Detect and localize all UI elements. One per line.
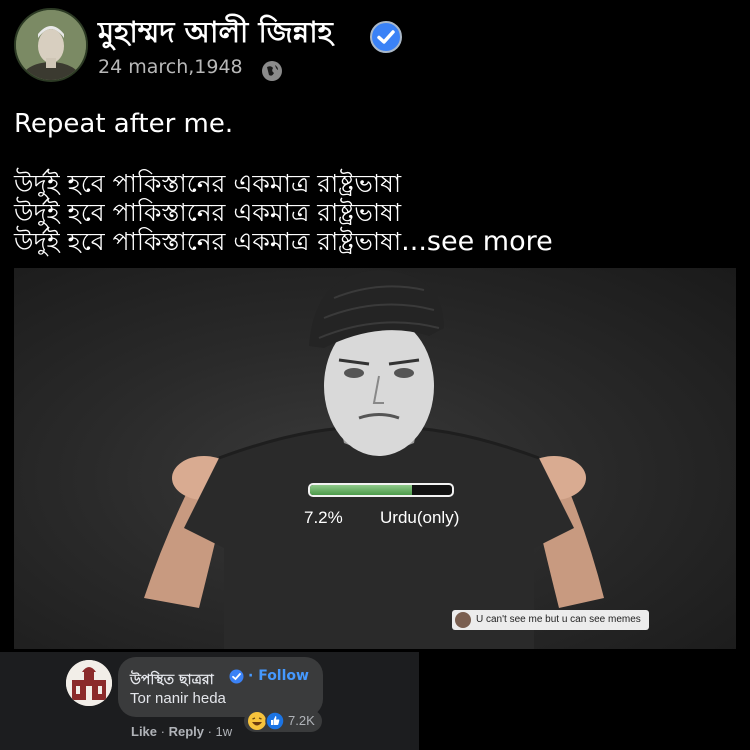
post-line-2: উর্দুই হবে পাকিস্তানের একমাত্র রাষ্ট্রভাষা bbox=[14, 198, 402, 227]
progress-percent: 7.2% bbox=[304, 508, 343, 527]
post-text bbox=[14, 110, 744, 256]
progress-bar bbox=[308, 483, 454, 497]
verified-badge-icon bbox=[369, 20, 403, 54]
reaction-count: 7.2K bbox=[288, 713, 315, 728]
author-name[interactable]: মুহাম্মদ আলী জিন্নাহ bbox=[98, 15, 333, 49]
comment-time: · 1w bbox=[207, 724, 233, 739]
author-avatar[interactable] bbox=[14, 8, 88, 82]
watermark-icon bbox=[455, 612, 471, 628]
post-line-repeat: Repeat after me. bbox=[14, 109, 234, 139]
like-button[interactable]: Like bbox=[131, 724, 158, 739]
reply-button[interactable]: Reply bbox=[168, 724, 204, 739]
see-more-link[interactable]: ...see more bbox=[401, 226, 553, 257]
haha-reaction-icon bbox=[247, 711, 267, 731]
comment-text: Tor nanir heda bbox=[130, 690, 226, 707]
post-date[interactable]: 24 march,1948 bbox=[98, 56, 243, 78]
like-reaction-icon bbox=[265, 711, 285, 731]
commenter-verified-icon bbox=[229, 669, 244, 684]
commenter-avatar[interactable] bbox=[66, 660, 112, 706]
watermark-text: U can't see me but u can see memes bbox=[476, 614, 641, 625]
post-line-3: উর্দুই হবে পাকিস্তানের একমাত্র রাষ্ট্রভাষা bbox=[14, 227, 402, 256]
progress-label: Urdu(only) bbox=[380, 508, 460, 527]
progress-fill bbox=[310, 485, 412, 495]
meme-illustration bbox=[14, 268, 736, 649]
globe-icon bbox=[259, 58, 285, 84]
comment-actions: Like · Reply · 1w bbox=[131, 724, 233, 739]
commenter-name[interactable]: উপস্থিত ছাত্ররা bbox=[130, 672, 214, 688]
follow-button[interactable]: · Follow bbox=[248, 668, 309, 684]
watermark bbox=[452, 610, 649, 630]
post-line-1: উর্দুই হবে পাকিস্তানের একমাত্র রাষ্ট্রভাষা bbox=[14, 169, 402, 198]
meme-image[interactable] bbox=[14, 268, 736, 649]
